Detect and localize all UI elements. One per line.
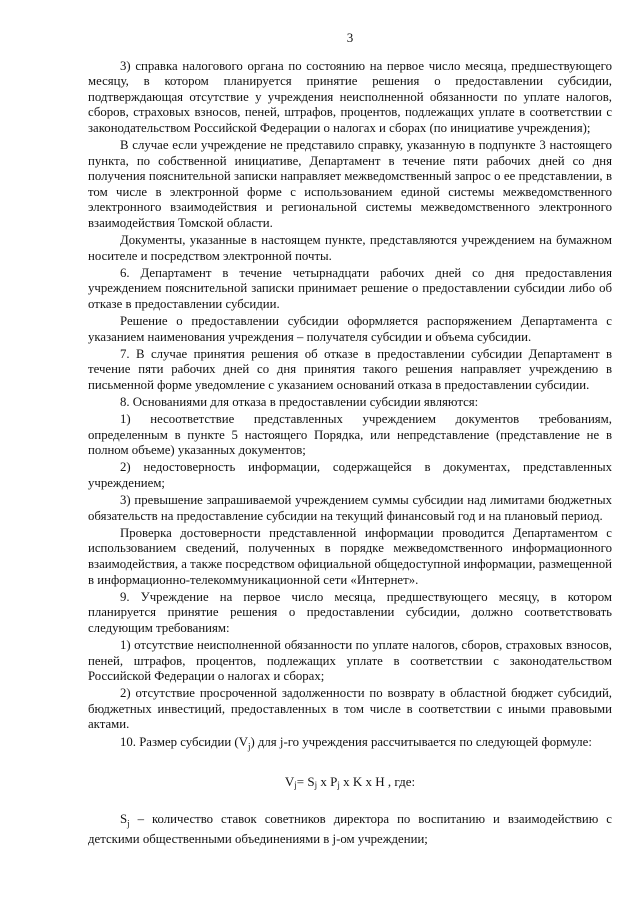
paragraph: 9. Учреждение на первое число месяца, предшествующего месяцу, в котором планируется принятие решения о предоставлении субсидии, должно соответствовать следующим требованиям: <box>88 589 612 635</box>
paragraph: 2) отсутствие просроченной задолженности по возврату в областной бюджет субсидий, бюджетных инвестиций, предоставленных в том числе в соответствии с иными правовыми актами. <box>88 686 612 732</box>
paragraph: 1) несоответствие представленных учреждением документов требованиям, определенным в пункте 5 настоящего Порядка, или непредставление (представление не в полном объеме) указанных документов; <box>88 412 612 458</box>
paragraph: 8. Основаниями для отказа в предоставлении субсидии являются: <box>120 395 479 410</box>
paragraph: Проверка достоверности представленной информации проводится Департаментом с использованием сведений, полученных в порядке межведомственного информационного взаимодействия, а также посредством официальной общедоступной информации, размещенной в информационно-телекоммуникационной сети «Интернет». <box>88 525 612 587</box>
paragraph: 3) справка налогового органа по состоянию на первое число месяца, предшествующего месяцу, в котором планируется принятие решения о предоставлении субсидии, подтверждающая отсутствие у учреждения неисполненной обязанности по уплате налогов, сборов, страховых взносов, пеней, штрафов, процентов, подлежащих уплате в соответствии с законодательством Российской Федерации о налогах и сборах (по инициативе учреждения); <box>88 58 612 135</box>
page-number: 3 <box>346 30 354 45</box>
paragraph: В случае если учреждение не представило справку, указанную в подпункте 3 настоящего пункта, по собственной инициативе, Департамент в течение пяти рабочих дней со дня получения пояснительной записки направляет межведомственный запрос о ее представлении, в том числе в электронной форме с использованием единой системы межведомственного электронного взаимодействия и региональной системы межведомственного электронного взаимодействия Томской области. <box>88 138 612 231</box>
paragraph: 2) недостоверность информации, содержащейся в документах, представленных учреждением; <box>88 460 612 491</box>
paragraph: 1) отсутствие неисполненной обязанности по уплате налогов, сборов, страховых взносов, пеней, штрафов, процентов, подлежащих уплате в соответствии с законодательством Российской Федерации о налогах и сборах; <box>88 637 612 684</box>
paragraph-variable-definition: $S_j$ – количество ставок советников директора по воспитанию и взаимодействию с детскими общественными объединениями в j-ом учреждении; <box>88 812 612 847</box>
paragraph: Документы, указанные в настоящем пункте, представляются учреждением на бумажном носителе и посредством электронной почты. <box>88 233 612 263</box>
paragraph: 6. Департамент в течение четырнадцати рабочих дней со дня предоставления учреждением пояснительной записки принимает решение о предоставлении субсидии либо об отказе в предоставлении субсидии. <box>88 265 612 311</box>
paragraph: 3) превышение запрашиваемой учреждением суммы субсидии над лимитами бюджетных обязательств на предоставление субсидии на текущий финансовый год и на плановый период. <box>88 493 612 523</box>
paragraph-formula-intro: 10. Размер субсидии $(V_j)$ для j-го учреждения рассчитывается по следующей формуле: <box>120 734 592 752</box>
paragraph: Решение о предоставлении субсидии оформляется распоряжением Департамента с указанием наименования учреждения – получателя субсидии и объема субсидии. <box>88 314 612 344</box>
paragraph: 7. В случае принятия решения об отказе в предоставлении субсидии Департамент в течение пяти рабочих дней со дня принятия такого решения направляет учреждению в письменной форме уведомление с указанием оснований отказа в предоставлении субсидии. <box>88 346 612 392</box>
subsidy-formula: $V_j= S_j$ x $P_j$ x K x H , где: <box>284 773 416 790</box>
paragraph-list <box>88 59 612 733</box>
